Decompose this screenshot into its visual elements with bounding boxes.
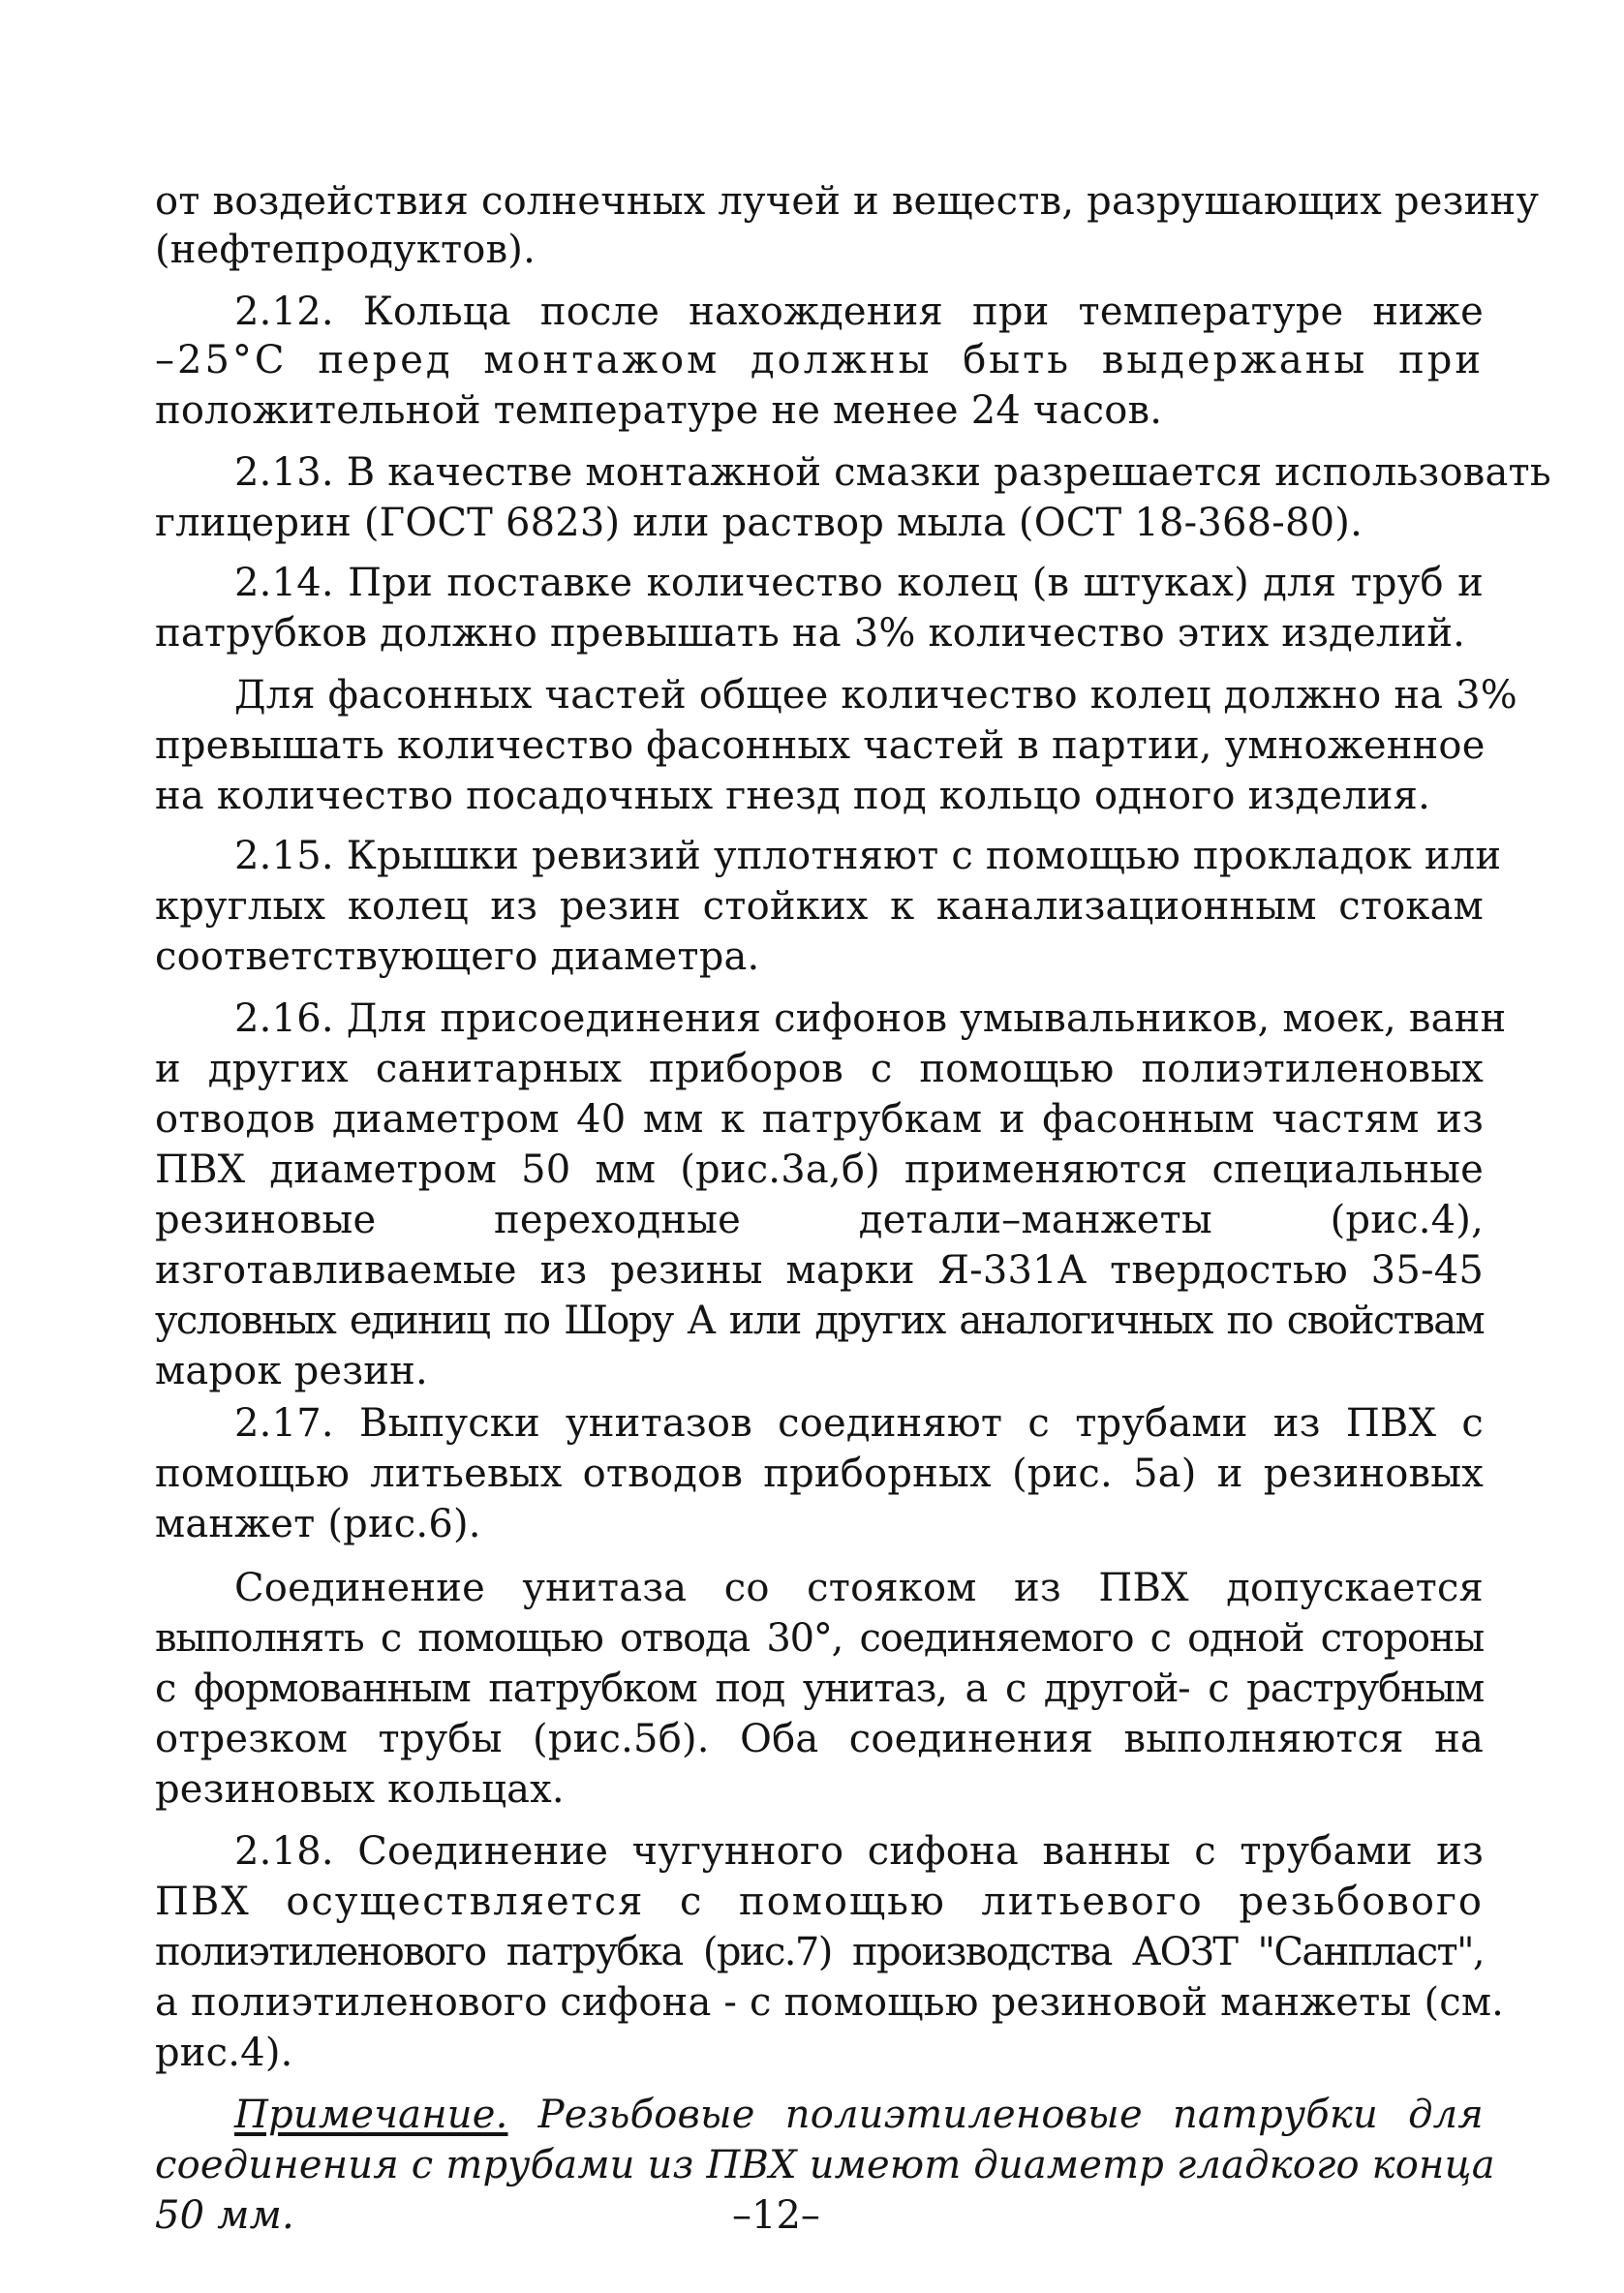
text-line: рис.4).	[155, 2031, 293, 2075]
clause-2-18: 2.18. Соединение чугунного сифона ванны с трубами из	[234, 1829, 1484, 1874]
text-line: с формованным патрубком под унитаз, а с другой- с раструбным	[155, 1666, 1484, 1711]
note-label: Примечание.	[234, 2093, 508, 2137]
text-line: превышать количество фасонных частей в партии, умноженное	[155, 723, 1486, 768]
note-text: Резьбовые полиэтиленовые патрубки для	[537, 2093, 1484, 2137]
text-line: отводов диаметром 40 мм к патрубкам и фасонным частям из	[155, 1097, 1484, 1142]
text-line: резиновых кольцах.	[155, 1767, 565, 1812]
text-line: резиновые переходные детали–манжеты (рис.4),	[155, 1198, 1484, 1242]
text-line: отрезком трубы (рис.5б). Оба соединения выполняются на	[155, 1717, 1484, 1761]
text-line: полиэтиленового патрубка (рис.7) производства АОЗТ "Санпласт",	[155, 1930, 1484, 1974]
text-line: выполнять с помощью отвода 30°, соединяемого с одной стороны	[155, 1616, 1484, 1661]
text-line: а полиэтиленового сифона - с помощью резиновой манжеты (см.	[155, 1980, 1505, 2025]
note-line: 50 мм.	[155, 2193, 294, 2238]
text-line: ПВХ диаметром 50 мм (рис.3а,б) применяются специальные	[155, 1147, 1484, 1192]
text-line: условных единиц по Шору А или других аналогичных по свойствам	[155, 1299, 1484, 1343]
text-line: ПВХ осуществляется с помощью литьевого резьбового	[155, 1880, 1484, 1924]
clause-2-16: 2.16. Для присоединения сифонов умывальников, моек, ванн	[234, 996, 1507, 1041]
clause-2-15: 2.15. Крышки ревизий уплотняют с помощью прокладок или	[234, 834, 1502, 878]
text-line: манжет (рис.6).	[155, 1502, 481, 1546]
paragraph-start: Для фасонных частей общее количество колец должно на 3%	[234, 673, 1518, 718]
text-line: –25°С перед монтажом должны быть выдержаны при	[155, 338, 1484, 382]
clause-2-13: 2.13. В качестве монтажной смазки разрешается использовать	[234, 450, 1551, 495]
text-line: марок резин.	[155, 1349, 428, 1393]
paragraph-start: Соединение унитаза со стояком из ПВХ допускается	[234, 1566, 1484, 1610]
text-line: помощью литьевых отводов приборных (рис. 5а) и резиновых	[155, 1452, 1484, 1496]
page-number: –12–	[732, 2193, 820, 2238]
text-line: соответствующего диаметра.	[155, 934, 760, 979]
clause-2-12: 2.12. Кольца после нахождения при температуре ниже	[234, 290, 1484, 334]
clause-2-14: 2.14. При поставке количество колец (в штуках) для труб и	[234, 561, 1484, 605]
text-line: на количество посадочных гнезд под кольцо одного изделия.	[155, 774, 1430, 818]
text-line: глицерин (ГОСТ 6823) или раствор мыла (ОСТ 18-368-80).	[155, 501, 1364, 545]
text-line: патрубков должно превышать на 3% количество этих изделий.	[155, 611, 1466, 656]
text-line: от воздействия солнечных лучей и веществ, разрушающих резину	[155, 179, 1540, 224]
text-line: круглых колец из резин стойких к канализационным стокам	[155, 884, 1484, 929]
text-line: и других санитарных приборов с помощью полиэтиленовых	[155, 1047, 1484, 1091]
note-line	[234, 2090, 1484, 2140]
note-line: соединения с трубами из ПВХ имеют диаметр гладкого конца	[155, 2143, 1495, 2187]
text-line: положительной температуре не менее 24 часов.	[155, 388, 1163, 433]
clause-2-17: 2.17. Выпуски унитазов соединяют с трубами из ПВХ с	[234, 1401, 1484, 1446]
text-line: изготавливаемые из резины марки Я-331А твердостью 35-45	[155, 1248, 1484, 1293]
text-line: (нефтепродуктов).	[155, 228, 536, 272]
